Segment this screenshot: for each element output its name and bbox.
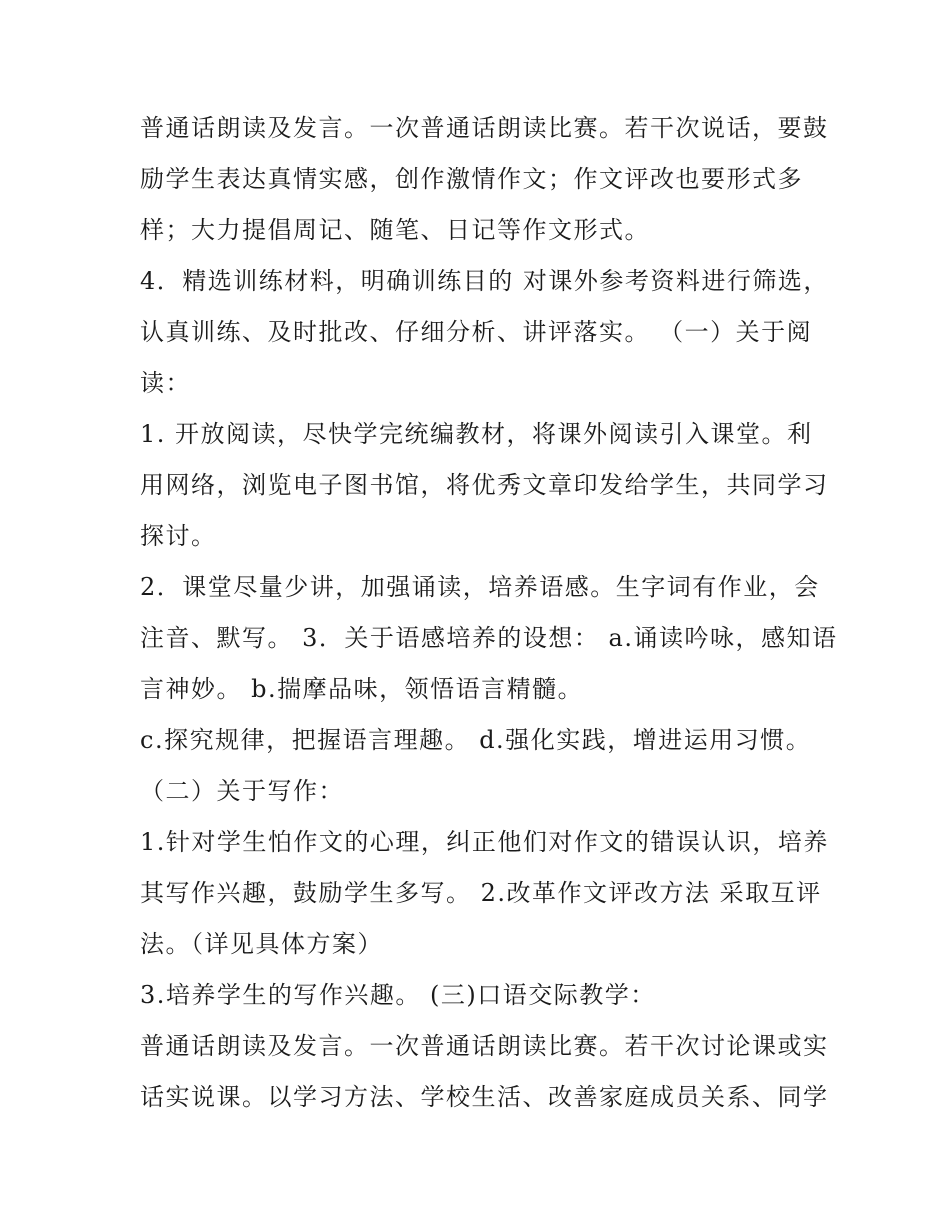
text-line-10: 2．课堂尽量少讲，加强诵读，培养语感。生字词有作业，会 bbox=[140, 573, 820, 601]
text-line-9: 探讨。 bbox=[140, 522, 217, 550]
text-line-8: 用网络，浏览电子图书馆，将优秀文章印发给学生，共同学习 bbox=[140, 471, 829, 499]
text-line-13: c.探究规律，把握语言理趣。 d.强化实践，增进运用习惯。 bbox=[140, 726, 812, 754]
text-line-4: 4．精选训练材料，明确训练目的 对课外参考资料进行筛选， bbox=[140, 267, 829, 295]
text-line-15: 1.针对学生怕作文的心理，纠正他们对作文的错误认识，培养 bbox=[140, 828, 829, 856]
text-line-11: 注音、默写。 3．关于语感培养的设想： a.诵读吟咏，感知语 bbox=[140, 624, 838, 652]
text-line-19: 普通话朗读及发言。一次普通话朗读比赛。若干次讨论课或实 bbox=[140, 1032, 829, 1060]
text-line-7: 1. 开放阅读，尽快学完统编教材，将课外阅读引入课堂。利 bbox=[140, 420, 813, 448]
text-line-18: 3.培养学生的写作兴趣。 (三)口语交际教学： bbox=[140, 981, 656, 1009]
text-line-17: 法。（详见具体方案） bbox=[140, 930, 383, 958]
text-line-3: 样；大力提倡周记、随笔、日记等作文形式。 bbox=[140, 216, 650, 244]
text-line-16: 其写作兴趣，鼓励学生多写。 2.改革作文评改方法 采取互评 bbox=[140, 879, 822, 907]
text-line-5: 认真训练、及时批改、仔细分析、讲评落实。 （一）关于阅 bbox=[140, 318, 813, 346]
text-line-20: 话实说课。以学习方法、学校生活、改善家庭成员关系、同学 bbox=[140, 1083, 829, 1111]
text-line-1: 普通话朗读及发言。一次普通话朗读比赛。若干次说话，要鼓 bbox=[140, 114, 829, 142]
text-line-6: 读： bbox=[140, 369, 191, 397]
text-line-14: （二）关于写作： bbox=[140, 777, 344, 805]
text-line-12: 言神妙。 b.揣摩品味，领悟语言精髓。 bbox=[140, 675, 584, 703]
text-line-2: 励学生表达真情实感，创作激情作文；作文评改也要形式多 bbox=[140, 165, 803, 193]
